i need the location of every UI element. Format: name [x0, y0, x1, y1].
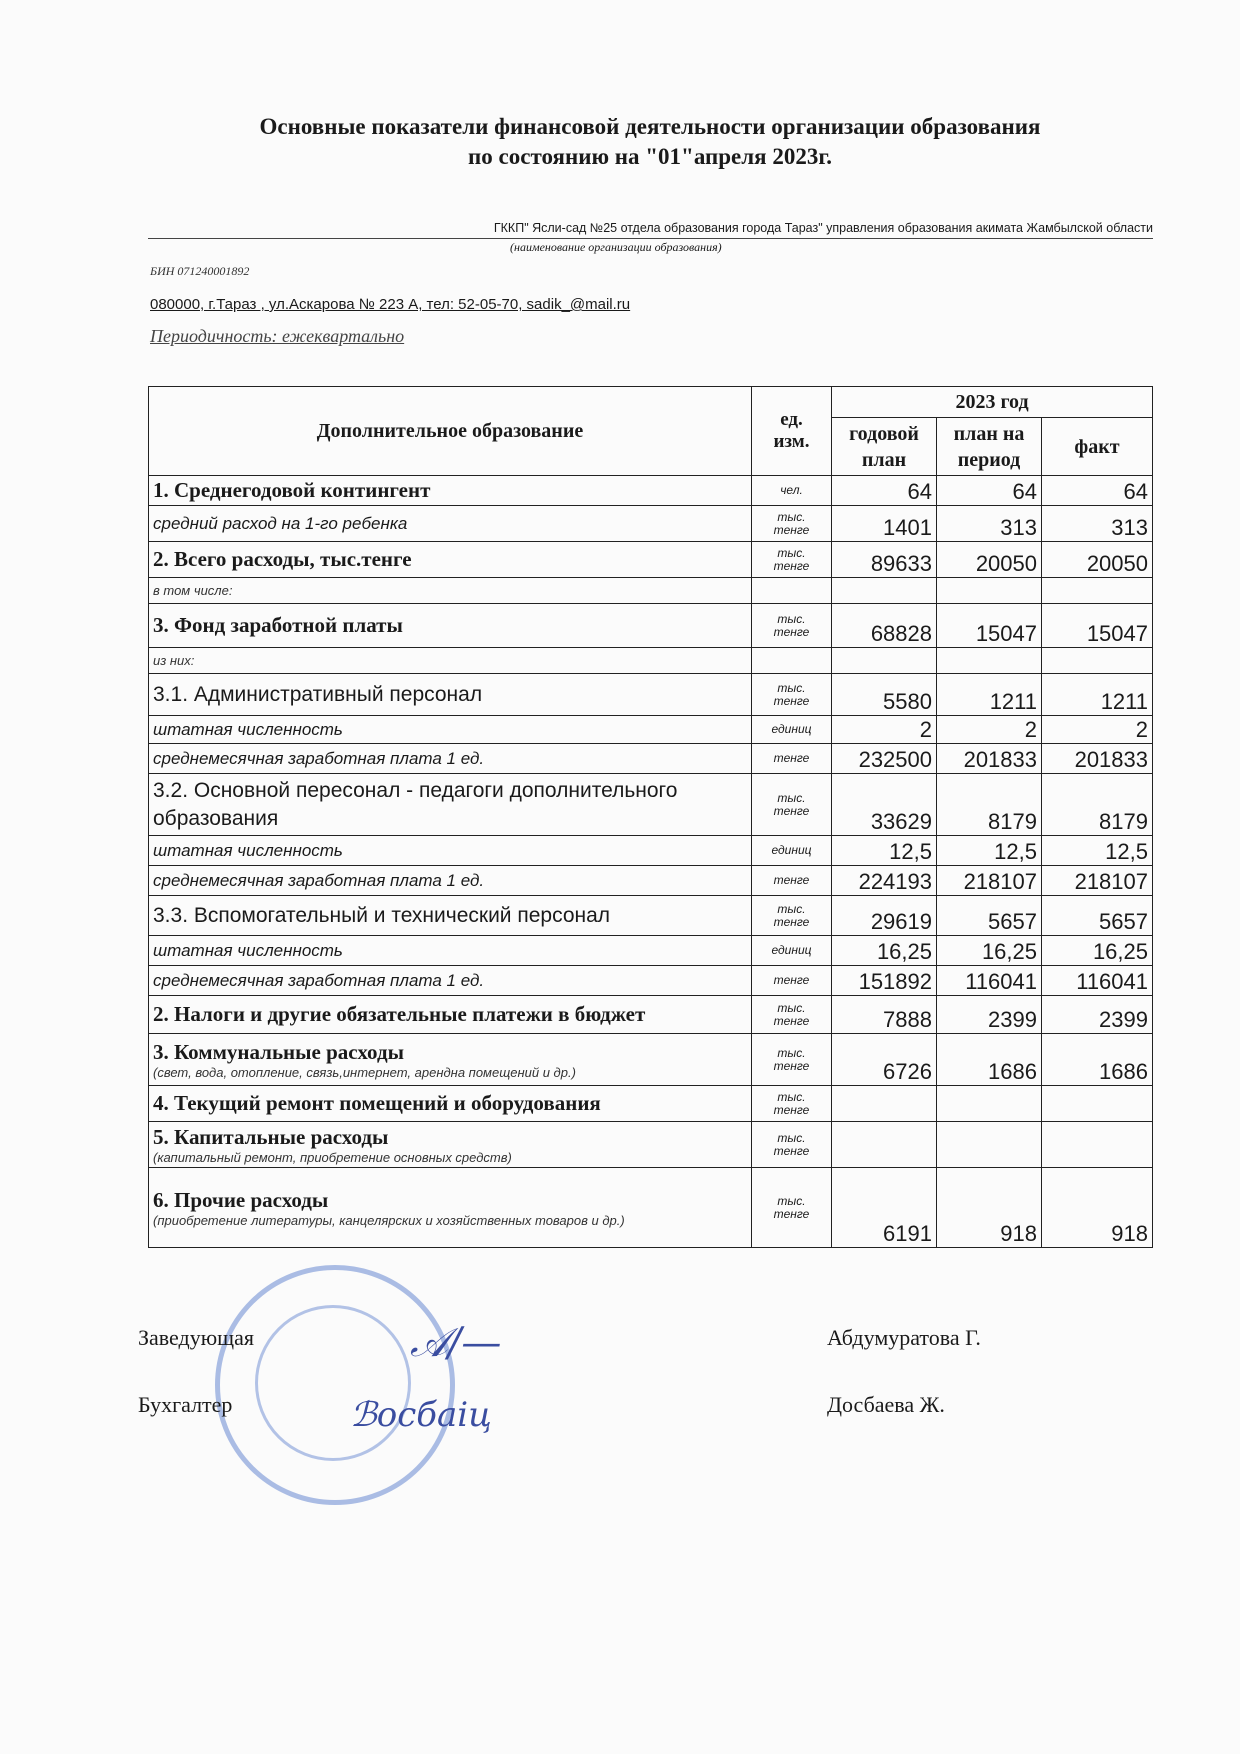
row-label: в том числе: [153, 583, 233, 598]
row-unit-line1: единиц [771, 943, 812, 957]
row-value-fact: 12,5 [1042, 836, 1153, 866]
header-annual-plan-line1: годовой [849, 422, 919, 445]
header-annual-plan [832, 418, 937, 476]
financial-table [148, 386, 1153, 1248]
title-line-1: Основные показатели финансовой деятельности организации образования [259, 114, 1041, 139]
row-unit [752, 1168, 832, 1248]
row-unit [752, 542, 832, 578]
row-unit-line1: тыс. [777, 1000, 806, 1015]
table-row [149, 542, 1153, 578]
row-label: среднемесячная заработная плата 1 ед. [153, 748, 485, 768]
row-value-fact: 116041 [1042, 966, 1153, 996]
head-signature: 𝒜/— [410, 1320, 502, 1366]
header-fact: факт [1042, 418, 1153, 476]
title-line-2: по состоянию на "01"апреля 2023г. [468, 144, 832, 169]
row-unit-line2: тенге [773, 522, 810, 537]
row-label: среднемесячная заработная плата 1 ед. [153, 970, 485, 990]
row-value-period: 201833 [937, 744, 1042, 774]
row-unit-line2: тенге [773, 1206, 810, 1221]
row-label-cell [149, 896, 752, 936]
row-value-plan: 6191 [832, 1168, 937, 1248]
row-label: 3.1. Административный персонал [153, 682, 483, 706]
row-unit [752, 1086, 832, 1122]
row-value-period: 218107 [937, 866, 1042, 896]
official-stamp [215, 1265, 455, 1505]
row-unit-line1: тыс. [777, 1089, 806, 1104]
row-value-fact [1042, 1122, 1153, 1168]
row-label: 3. Коммунальные расходы [153, 1039, 404, 1064]
row-value-fact: 15047 [1042, 604, 1153, 648]
row-unit [752, 578, 832, 604]
row-unit-line2: тенге [773, 1102, 810, 1117]
row-value-plan: 2 [832, 716, 937, 744]
row-unit-line1: тыс. [777, 1130, 806, 1145]
row-unit [752, 674, 832, 716]
row-value-plan [832, 1122, 937, 1168]
row-unit [752, 896, 832, 936]
row-value-period: 2399 [937, 996, 1042, 1034]
row-sublabel: (свет, вода, отопление, связь,интернет, арендна помещений и др.) [153, 1064, 576, 1080]
row-value-period: 116041 [937, 966, 1042, 996]
table-row [149, 774, 1153, 836]
row-unit-line1: тыс. [777, 611, 806, 626]
row-value-plan [832, 648, 937, 674]
row-unit-line1: чел. [780, 483, 803, 497]
row-value-fact: 1686 [1042, 1034, 1153, 1086]
header-period-plan-line2: период [957, 448, 1021, 471]
header-annual-plan-line2: план [861, 448, 907, 471]
header-unit-line2: изм. [773, 431, 810, 452]
row-label-cell [149, 1122, 752, 1168]
table-row [149, 476, 1153, 506]
row-value-fact: 5657 [1042, 896, 1153, 936]
row-label-cell [149, 774, 752, 836]
row-label-cell [149, 578, 752, 604]
row-value-period: 918 [937, 1168, 1042, 1248]
table-row [149, 604, 1153, 648]
row-unit-line1: тенге [773, 751, 810, 765]
row-unit-line2: тенге [773, 1013, 810, 1028]
row-unit-line1: тенге [773, 973, 810, 987]
document-title [0, 112, 1240, 172]
row-label: 4. Текущий ремонт помещений и оборудования [153, 1091, 601, 1115]
table-row [149, 996, 1153, 1034]
row-label-cell [149, 1168, 752, 1248]
row-label-cell [149, 836, 752, 866]
row-value-plan [832, 578, 937, 604]
row-label: 2. Налоги и другие обязательные платежи в бюджет [153, 1002, 646, 1026]
row-unit [752, 716, 832, 744]
row-value-fact [1042, 1086, 1153, 1122]
row-label: средний расход на 1-го ребенка [153, 513, 408, 533]
row-value-plan: 89633 [832, 542, 937, 578]
row-value-fact [1042, 648, 1153, 674]
row-value-plan: 33629 [832, 774, 937, 836]
row-unit-line2: тенге [773, 1143, 810, 1158]
row-label-cell [149, 604, 752, 648]
row-label: 1. Среднегодовой контингент [153, 478, 431, 502]
table-row [149, 866, 1153, 896]
row-unit-line2: тенге [773, 803, 810, 818]
row-label-cell [149, 1086, 752, 1122]
row-unit [752, 774, 832, 836]
table-row [149, 578, 1153, 604]
row-unit [752, 866, 832, 896]
row-value-period [937, 1086, 1042, 1122]
row-value-plan: 232500 [832, 744, 937, 774]
row-value-fact: 313 [1042, 506, 1153, 542]
row-unit [752, 648, 832, 674]
row-label: 3. Фонд заработной платы [153, 613, 403, 637]
row-value-plan: 224193 [832, 866, 937, 896]
row-value-plan: 6726 [832, 1034, 937, 1086]
row-label-cell [149, 506, 752, 542]
row-value-plan: 151892 [832, 966, 937, 996]
table-row [149, 674, 1153, 716]
row-value-fact: 20050 [1042, 542, 1153, 578]
row-value-fact [1042, 578, 1153, 604]
row-value-plan: 12,5 [832, 836, 937, 866]
row-label-cell [149, 966, 752, 996]
table-row [149, 1168, 1153, 1248]
row-label-cell [149, 996, 752, 1034]
row-unit [752, 966, 832, 996]
row-value-period: 313 [937, 506, 1042, 542]
row-unit [752, 476, 832, 506]
row-value-period: 2 [937, 716, 1042, 744]
accountant-name: Досбаева Ж. [827, 1392, 945, 1417]
row-unit-line2: тенге [773, 558, 810, 573]
row-value-period: 1211 [937, 674, 1042, 716]
row-unit [752, 836, 832, 866]
row-value-plan: 64 [832, 476, 937, 506]
header-year: 2023 год [832, 387, 1153, 418]
row-unit-line2: тенге [773, 1058, 810, 1073]
table-row [149, 506, 1153, 542]
row-unit-line1: единиц [771, 843, 812, 857]
table-row [149, 966, 1153, 996]
row-label: 3.3. Вспомогательный и технический персонал [153, 903, 611, 927]
row-unit-line1: тыс. [777, 509, 806, 524]
accountant-signature: ℬоcбаіц [350, 1395, 492, 1435]
periodicity: Периодичность: ежеквартально [150, 326, 405, 346]
table-row [149, 936, 1153, 966]
row-label-cell [149, 674, 752, 716]
header-period-plan [937, 418, 1042, 476]
row-value-period [937, 578, 1042, 604]
row-value-fact: 8179 [1042, 774, 1153, 836]
row-unit-line2: тенге [773, 624, 810, 639]
row-unit-line2: тенге [773, 914, 810, 929]
row-value-period [937, 1122, 1042, 1168]
row-value-plan: 29619 [832, 896, 937, 936]
row-value-period [937, 648, 1042, 674]
row-value-plan [832, 1086, 937, 1122]
head-name: Абдумуратова Г. [827, 1325, 981, 1350]
row-value-period: 20050 [937, 542, 1042, 578]
row-value-fact: 201833 [1042, 744, 1153, 774]
row-label: 5. Капитальные расходы [153, 1124, 389, 1149]
row-unit-line1: тыс. [777, 545, 806, 560]
row-unit-line2: тенге [773, 693, 810, 708]
row-value-period: 1686 [937, 1034, 1042, 1086]
row-unit [752, 936, 832, 966]
row-unit [752, 996, 832, 1034]
table-row [149, 1086, 1153, 1122]
row-value-fact: 16,25 [1042, 936, 1153, 966]
row-value-period: 12,5 [937, 836, 1042, 866]
row-value-plan: 16,25 [832, 936, 937, 966]
row-value-period: 16,25 [937, 936, 1042, 966]
row-unit-line1: тенге [773, 873, 810, 887]
row-value-plan: 7888 [832, 996, 937, 1034]
organization-caption: (наименование организации образования) [510, 240, 722, 254]
row-unit [752, 744, 832, 774]
row-label-cell [149, 476, 752, 506]
row-value-fact: 2 [1042, 716, 1153, 744]
row-value-period: 15047 [937, 604, 1042, 648]
row-value-fact: 218107 [1042, 866, 1153, 896]
row-label-cell [149, 542, 752, 578]
table-row [149, 648, 1153, 674]
row-unit-line1: тыс. [777, 680, 806, 695]
table-row [149, 716, 1153, 744]
table-row [149, 896, 1153, 936]
table-row [149, 836, 1153, 866]
row-label-cell [149, 866, 752, 896]
organization-name: ГККП" Ясли-сад №25 отдела образования города Тараз" управления образования акимата Жамбылской области [148, 221, 1153, 239]
row-unit-line1: тыс. [777, 901, 806, 916]
row-value-period: 8179 [937, 774, 1042, 836]
head-title: Заведующая [138, 1325, 254, 1350]
row-value-fact: 2399 [1042, 996, 1153, 1034]
row-value-plan: 5580 [832, 674, 937, 716]
header-main: Дополнительное образование [149, 387, 752, 476]
row-label: среднемесячная заработная плата 1 ед. [153, 870, 485, 890]
bin-number: БИН 071240001892 [150, 264, 250, 278]
row-label-cell [149, 648, 752, 674]
row-value-fact: 918 [1042, 1168, 1153, 1248]
table-row [149, 1122, 1153, 1168]
row-unit-line1: единиц [771, 722, 812, 736]
row-label: 6. Прочие расходы [153, 1187, 329, 1212]
row-value-fact: 64 [1042, 476, 1153, 506]
row-unit [752, 604, 832, 648]
header-unit [752, 387, 832, 476]
header-period-plan-line1: план на [953, 422, 1025, 445]
row-label: штатная численность [153, 840, 343, 860]
row-label-cell [149, 1034, 752, 1086]
row-label-cell [149, 936, 752, 966]
row-label: штатная численность [153, 940, 343, 960]
row-unit [752, 1122, 832, 1168]
organization-address: 080000, г.Тараз , ул.Аскарова № 223 А, тел: 52-05-70, sadik_@mail.ru [150, 296, 631, 313]
row-unit-line1: тыс. [777, 790, 806, 805]
row-value-period: 5657 [937, 896, 1042, 936]
row-label: 3.2. Основной пересонал - педагоги дополнительного образования [153, 778, 678, 830]
row-label: штатная численность [153, 719, 343, 739]
row-label: из них: [153, 653, 195, 668]
row-unit-line1: тыс. [777, 1045, 806, 1060]
row-value-plan: 1401 [832, 506, 937, 542]
row-value-period: 64 [937, 476, 1042, 506]
row-value-fact: 1211 [1042, 674, 1153, 716]
row-unit-line1: тыс. [777, 1193, 806, 1208]
row-label-cell [149, 744, 752, 774]
row-sublabel: (капитальный ремонт, приобретение основных средств) [153, 1149, 512, 1165]
table-body [149, 476, 1153, 1248]
accountant-title: Бухгалтер [138, 1392, 233, 1417]
row-unit [752, 506, 832, 542]
table-row [149, 744, 1153, 774]
row-label: 2. Всего расходы, тыс.тенге [153, 547, 412, 571]
row-value-plan: 68828 [832, 604, 937, 648]
header-unit-line1: ед. [780, 409, 803, 430]
row-label-cell [149, 716, 752, 744]
row-unit [752, 1034, 832, 1086]
row-sublabel: (приобретение литературы, канцелярских и хозяйственных товаров и др.) [153, 1212, 625, 1228]
table-row [149, 1034, 1153, 1086]
